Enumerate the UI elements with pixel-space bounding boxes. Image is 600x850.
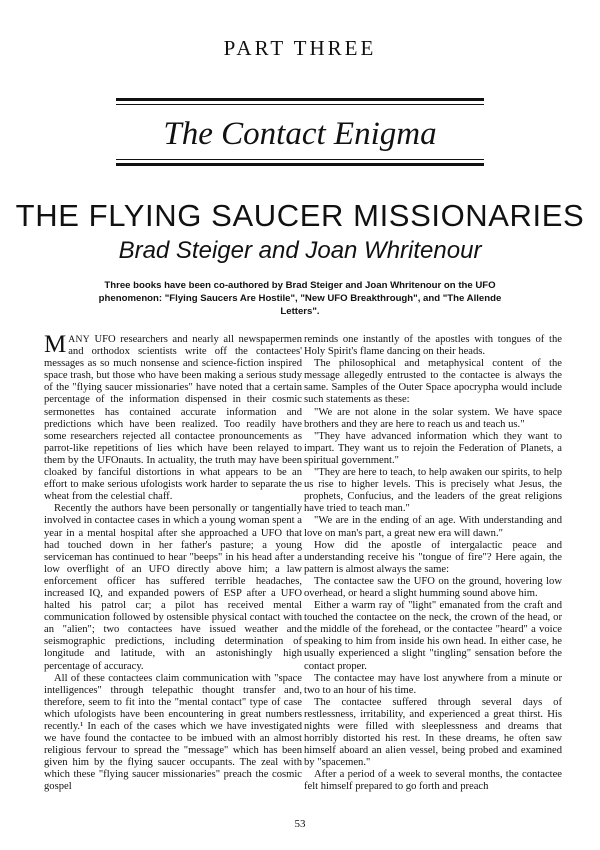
right-paragraph-5: "We are in the ending of an age. With understanding and love on man's part, a great new era will dawn." xyxy=(304,515,562,539)
left-paragraph-0 xyxy=(44,331,302,503)
authors-byline: Brad Steiger and Joan Whritenour xyxy=(118,237,482,264)
right-paragraph-8: Either a warm ray of "light" emanated from the craft and touched the contactee on the neck, the crown of the head, or the middle of the forehead, or the contactee "heard" a voice speaking to him from inside his own head. In either case, he usually experienced a slight "tingling" sensation before the contact proper. xyxy=(304,600,562,672)
rule-bottom-thick xyxy=(116,163,484,166)
right-paragraph-0: reminds one instantly of the apostles with tongues of the Holy Spirit's flame dancing on their heads. xyxy=(304,334,562,358)
right-paragraph-11: After a period of a week to several months, the contactee felt himself prepared to go forth and preach xyxy=(304,769,562,793)
right-paragraph-9: The contactee may have lost anywhere from a minute or two to an hour of his time. xyxy=(304,672,562,696)
article-title: THE FLYING SAUCER MISSIONARIES xyxy=(15,198,585,233)
section-title: The Contact Enigma xyxy=(163,116,437,152)
right-paragraph-6: How did the apostle of intergalactic peace and understanding receive his "tongue of fire"? Here again, the pattern is almost always the same: xyxy=(304,539,562,575)
right-paragraph-4: "They are here to teach, to help awaken our spirits, to help us rise to higher levels. This is precisely what Jesus, the prophets, Confucius, and the leaders of the great religions have tried to teach man." xyxy=(304,467,562,515)
rule-top-thick xyxy=(116,98,484,101)
left-paragraph-2: All of these contactees claim communication with "space intelligences" through telepathic thought transfer and, therefore, seem to fit into the "mental contact" type of case which ufologists have been encountering in great numbers recently.¹ In each of the cases which we have investigated we have found the contactee to be imbued with an almost religious fervour to spread the "message" which has been given him by the flying saucer occupants. The zeal with which these "flying saucer missionaries" preach the cosmic gospel xyxy=(44,672,302,793)
right-paragraph-7: The contactee saw the UFO on the ground, hovering low overhead, or heard a slight humming sound above him. xyxy=(304,575,562,599)
page-number: 53 xyxy=(294,818,306,830)
right-paragraph-10: The contactee suffered through several days of restlessness, irritability, and experienced a great thirst. His nights were filled with sleeplessness and dreams that horribly distorted his rest. In these dreams, he often saw himself aboard an alien vessel, being probed and examined by "spacemen." xyxy=(304,696,562,769)
part-label: PART THREE xyxy=(223,36,377,60)
left-paragraph-1: Recently the authors have been personally or tangentially involved in contactee cases in which a young woman spent a year in a mental hospital after she approached a UFO that had touched down in her father's pasture; a young serviceman has continued to hear "beeps" in his head after a low overflight of an UFO directly above him; a law enforcement officer has suffered terrible headaches, increased IQ, and expanded powers of ESP after a UFO halted his patrol car; a pilot has received mental communication followed by ostensible physical contact with an "alien"; two contactees have issued weather and seismographic predictions, including determination of longitude and latitude, with an astonishingly high percentage of accuracy. xyxy=(44,503,302,672)
drop-cap: M xyxy=(44,331,67,358)
right-column xyxy=(304,334,562,794)
right-paragraph-1: The philosophical and metaphysical content of the message allegedly entrusted to the contactee is always the same. Samples of the Outer Space apocrypha would include such statements as these: xyxy=(304,358,562,406)
first-paragraph-text: UFO researchers and nearly all newspapermen and orthodox scientists write off the contactees' messages as so much nonsense and science-fiction inspired space trash, but those who have been making a serious study of the "flying saucer missionaries" have noted that a certain percentage of the information dispensed in their cosmic sermonettes has contained accurate information and predictions which have been realized. Too readily have some researchers rejected all contactee pronouncements as parrot-like repetitions of lies which have been relayed to them by the UFOnauts. In actuality, the truth may have been cloaked by fanciful distortions in what appears to be an effort to make serious ufologists work harder to separate the wheat from the celestial chaff. xyxy=(44,334,302,503)
rule-bottom-thin xyxy=(116,159,484,160)
right-paragraph-2: "We are not alone in the solar system. We have space brothers and they are here to reach us and teach us." xyxy=(304,406,562,430)
right-paragraph-3: "They have advanced information which they want to impart. They want us to rejoin the Federation of Planets, a spiritual government." xyxy=(304,430,562,466)
first-word-rest: ANY xyxy=(68,334,90,345)
left-column xyxy=(44,331,302,794)
intro-blurb: Three books have been co-authored by Brad Steiger and Joan Whritenour on the UFO phenomenon: "Flying Saucers Are Hostile", "New UFO Breakthrough", and "The Allende Letters". xyxy=(98,280,502,317)
rule-top-thin xyxy=(116,104,484,105)
